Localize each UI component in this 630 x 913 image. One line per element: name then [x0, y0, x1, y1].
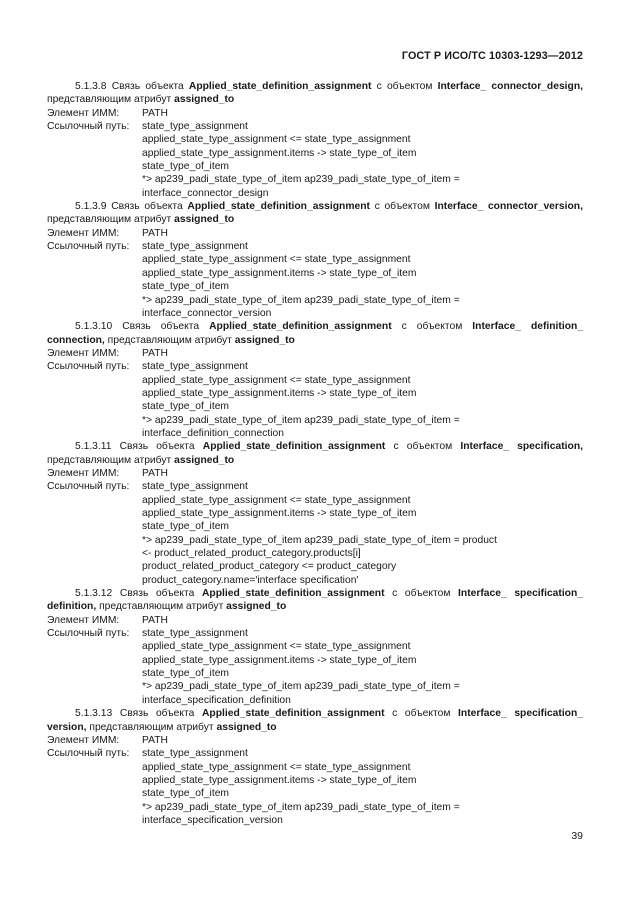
path-row — [47, 480, 583, 493]
path-line: applied_state_type_assignment <= state_type_assignment — [142, 494, 411, 506]
path-line: applied_state_type_assignment.items -> state_type_of_item — [142, 774, 417, 786]
path-line: interface_definition_connection — [142, 427, 284, 439]
path-line: applied_state_type_assignment.items -> state_type_of_item — [142, 654, 417, 666]
title-middle: с объектом — [376, 81, 433, 92]
path-line: *> ap239_padi_state_type_of_item ap239_padi_state_type_of_item = — [142, 681, 460, 693]
title-suffix: представляющим атрибут — [107, 334, 232, 346]
section-number: 5.1.3.13 — [75, 708, 113, 720]
path-line: product_category.name='interface specification' — [142, 574, 359, 586]
path-label: Ссылочный путь: — [47, 361, 130, 373]
document-header: ГОСТ Р ИСО/ТС 10303-1293—2012 — [401, 50, 583, 62]
path-row — [47, 240, 583, 253]
title-prefix: Связь объекта — [119, 588, 195, 600]
path-line: applied_state_type_assignment <= state_type_assignment — [142, 374, 411, 386]
element-value: PATH — [142, 614, 168, 626]
attribute-name: assigned_to — [174, 454, 235, 466]
element-label: Элемент ИММ: — [47, 734, 120, 746]
element-row — [47, 227, 583, 240]
path-line: state_type_of_item — [142, 668, 230, 680]
entity-name: Applied_state_definition_assignment — [201, 708, 385, 720]
section-number: 5.1.3.11 — [75, 441, 112, 453]
element-label: Элемент ИММ: — [47, 467, 120, 479]
path-label: Ссылочный путь: — [47, 748, 130, 760]
path-line: *> ap239_padi_state_type_of_item ap239_padi_state_type_of_item = — [142, 414, 460, 426]
path-line: applied_state_type_assignment <= state_type_assignment — [142, 641, 411, 653]
path-label: Ссылочный путь: — [47, 628, 130, 640]
path-line: product_related_product_category <= product_category — [142, 561, 397, 573]
entity-name: Applied_state_definition_assignment — [187, 201, 370, 213]
path-row — [47, 627, 583, 640]
path-line: applied_state_type_assignment.items -> state_type_of_item — [142, 508, 417, 519]
path-line: applied_state_type_assignment <= state_type_assignment — [142, 761, 411, 773]
path-line: applied_state_type_assignment <= state_type_assignment — [142, 134, 411, 146]
path-line: applied_state_type_assignment <= state_type_assignment — [142, 254, 411, 266]
element-row — [47, 107, 583, 120]
title-prefix: Связь объекта — [111, 81, 184, 92]
path-row — [47, 747, 583, 760]
element-label: Элемент ИММ: — [47, 107, 120, 119]
entity-name: Applied_state_definition_assignment — [202, 441, 386, 453]
title-middle: с объектом — [393, 441, 453, 453]
section-title — [47, 80, 583, 107]
section-title — [47, 320, 583, 347]
title-suffix: представляющим атрибут — [89, 721, 214, 733]
path-line: applied_state_type_assignment.items -> state_type_of_item — [142, 267, 417, 279]
section-5-1-3-9 — [47, 200, 583, 320]
path-line: state_type_of_item — [142, 281, 230, 293]
section-number: 5.1.3.9 — [75, 201, 107, 213]
attribute-name: assigned_to — [174, 94, 235, 106]
page-number: 39 — [571, 830, 583, 842]
element-value: PATH — [142, 467, 168, 479]
title-prefix: Связь объекта — [111, 201, 183, 213]
attribute-name: assigned_to — [226, 601, 287, 613]
path-label: Ссылочный путь: — [47, 241, 130, 253]
path-line: *> ap239_padi_state_type_of_item ap239_padi_state_type_of_item = — [142, 294, 460, 306]
title-middle: с объектом — [374, 201, 430, 213]
target-entity: Interface_ specification, — [460, 441, 583, 453]
attribute-name: assigned_to — [174, 214, 235, 226]
path-line: state_type_of_item — [142, 521, 230, 533]
title-suffix: представляющим атрибут — [47, 214, 172, 226]
path-line: state_type_assignment — [142, 361, 248, 373]
target-entity: Interface_ specification_ definition, — [47, 588, 583, 613]
element-label: Элемент ИММ: — [47, 227, 120, 239]
element-label: Элемент ИММ: — [47, 347, 120, 359]
element-value: PATH — [142, 107, 168, 119]
path-line: applied_state_type_assignment.items -> state_type_of_item — [142, 147, 417, 159]
path-line: interface_specification_definition — [142, 694, 291, 706]
element-row — [47, 734, 583, 747]
element-value: PATH — [142, 227, 168, 239]
title-middle: с объектом — [392, 708, 451, 720]
target-entity: Interface_ definition_ connection, — [47, 321, 583, 346]
path-label: Ссылочный путь: — [47, 481, 130, 493]
title-prefix: Связь объекта — [122, 321, 200, 333]
path-line: interface_specification_version — [142, 814, 283, 826]
path-line: state_type_of_item — [142, 161, 230, 173]
entity-name: Applied_state_definition_assignment — [209, 321, 392, 333]
element-label: Элемент ИММ: — [47, 614, 120, 626]
section-number: 5.1.3.12 — [75, 588, 113, 600]
title-suffix: представляющим атрибут — [47, 454, 172, 466]
path-line: state_type_assignment — [142, 628, 248, 640]
title-suffix: представляющим атрибут — [47, 94, 172, 106]
path-line: applied_state_type_assignment.items -> state_type_of_item — [142, 387, 417, 399]
document-body — [47, 80, 583, 827]
target-entity: Interface_ connector_version, — [434, 201, 583, 213]
attribute-name: assigned_to — [216, 721, 277, 733]
path-line: state_type_of_item — [142, 788, 230, 800]
target-entity: Interface_ specification_ version, — [47, 708, 583, 733]
path-line: *> ap239_padi_state_type_of_item ap239_padi_state_type_of_item = — [142, 174, 460, 186]
section-5-1-3-10 — [47, 320, 583, 440]
section-number: 5.1.3.8 — [75, 81, 107, 92]
section-5-1-3-13 — [47, 707, 583, 827]
section-5-1-3-11 — [47, 440, 583, 587]
element-row — [47, 467, 583, 480]
element-row — [47, 614, 583, 627]
section-title — [47, 200, 583, 227]
path-row — [47, 360, 583, 373]
title-middle: с объектом — [401, 321, 463, 333]
path-line: interface_connector_version — [142, 307, 272, 319]
target-entity: Interface_ connector_design, — [437, 81, 583, 92]
section-title — [47, 440, 583, 467]
section-number: 5.1.3.10 — [75, 321, 113, 333]
path-line: state_type_of_item — [142, 401, 230, 413]
path-line: state_type_assignment — [142, 121, 248, 133]
section-5-1-3-8 — [47, 80, 583, 200]
element-row — [47, 347, 583, 360]
attribute-name: assigned_to — [234, 334, 295, 346]
entity-name: Applied_state_definition_assignment — [201, 588, 385, 600]
path-line: *> ap239_padi_state_type_of_item ap239_padi_state_type_of_item = product — [142, 534, 497, 546]
title-middle: с объектом — [392, 588, 451, 600]
element-value: PATH — [142, 347, 168, 359]
section-title — [47, 707, 583, 734]
element-value: PATH — [142, 734, 168, 746]
title-suffix: представляющим атрибут — [99, 601, 224, 613]
path-line: <- product_related_product_category.products[i] — [142, 548, 361, 560]
path-line: interface_connector_design — [142, 187, 269, 199]
section-title — [47, 587, 583, 614]
title-prefix: Связь объекта — [119, 708, 195, 720]
path-line: *> ap239_padi_state_type_of_item ap239_padi_state_type_of_item = — [142, 801, 460, 813]
entity-name: Applied_state_definition_assignment — [188, 81, 372, 92]
section-5-1-3-12 — [47, 587, 583, 707]
path-line: state_type_assignment — [142, 481, 248, 493]
path-line: state_type_assignment — [142, 241, 248, 253]
path-line: state_type_assignment — [142, 748, 248, 760]
path-label: Ссылочный путь: — [47, 121, 130, 133]
path-row — [47, 120, 583, 133]
title-prefix: Связь объекта — [119, 441, 195, 453]
